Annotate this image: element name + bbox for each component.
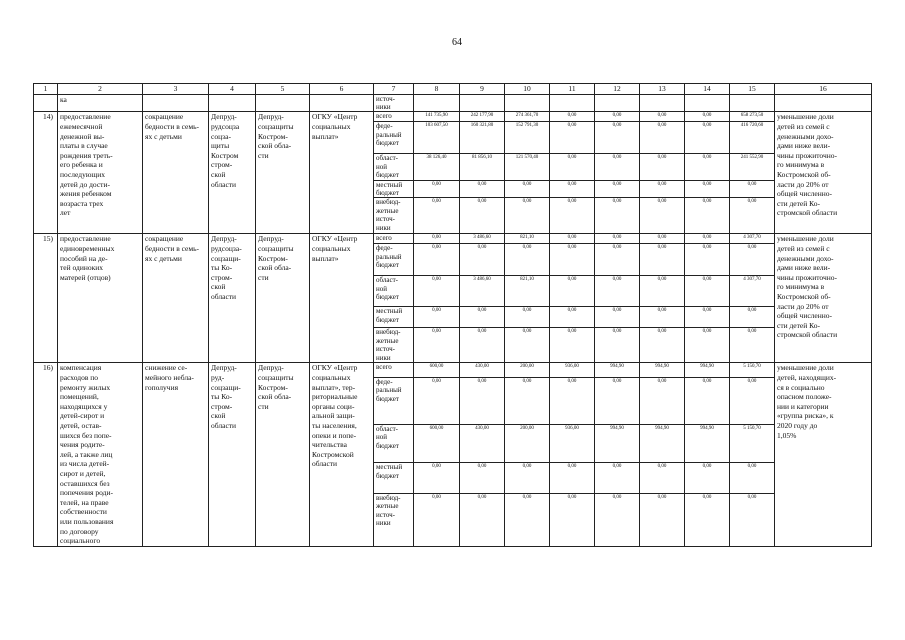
funding-amount: 0,00	[550, 276, 595, 307]
column-number-6: 6	[310, 84, 374, 95]
continuation-source-text: источ- ники	[374, 94, 414, 112]
continuation-cell	[143, 94, 209, 112]
funding-amount: 0,00	[550, 154, 595, 180]
continuation-cell	[685, 94, 730, 112]
funding-amount: 0,00	[414, 378, 460, 425]
funding-source: феде- ральный бюджет	[374, 122, 414, 154]
funding-amount: 0,00	[640, 328, 685, 363]
funding-amount: 4 307,70	[730, 276, 775, 307]
responsible-executor: Депруд- рудсоцза соцза- щиты Костром стром- ской области	[209, 112, 256, 234]
funding-amount: 0,00	[505, 463, 550, 494]
funding-amount: 0,00	[414, 307, 460, 328]
funding-amount: 0,00	[460, 463, 505, 494]
funding-amount: 0,00	[595, 122, 640, 154]
funding-amount: 0,00	[550, 112, 595, 122]
funding-amount: 242 177,90	[460, 112, 505, 122]
co-executor: Депруд- соцзащиты Костром- ской обла- сти	[256, 234, 310, 363]
funding-source: област- ной бюджет	[374, 276, 414, 307]
funding-amount: 0,00	[414, 234, 460, 244]
continuation-cell	[640, 94, 685, 112]
funding-amount: 0,00	[640, 244, 685, 276]
funding-source: внебюд- жетные источ- ники	[374, 494, 414, 547]
funding-amount: 274 361,70	[505, 112, 550, 122]
expected-result: уменьшение доли детей из семей с денежными дохо- дами ниже вели- чины прожиточно- го минимума в Костромской об- ласти до 20% от общей численно- сти детей Ко- стромской области	[775, 234, 872, 363]
funding-amount: 0,00	[595, 328, 640, 363]
continuation-cell	[730, 94, 775, 112]
funding-amount: 241 552,90	[730, 154, 775, 180]
funding-amount: 0,00	[640, 307, 685, 328]
funding-amount: 0,00	[730, 244, 775, 276]
funding-amount: 38 126,40	[414, 154, 460, 180]
funding-amount: 0,00	[550, 378, 595, 425]
funding-amount: 0,00	[550, 494, 595, 547]
funding-amount: 0,00	[550, 122, 595, 154]
funding-amount: 0,00	[460, 307, 505, 328]
funding-amount: 0,00	[685, 198, 730, 234]
funding-amount: 0,00	[730, 463, 775, 494]
funding-amount: 0,00	[414, 276, 460, 307]
continuation-cell	[414, 94, 460, 112]
participant: ОГКУ «Центр социальных выплат»	[310, 112, 374, 234]
participant: ОГКУ «Центр социальных выплат»	[310, 234, 374, 363]
funding-source: област- ной бюджет	[374, 424, 414, 462]
funding-amount: 0,00	[685, 154, 730, 180]
funding-amount: 152 791,30	[505, 122, 550, 154]
funding-amount: 0,00	[550, 198, 595, 234]
funding-source: местный бюджет	[374, 463, 414, 494]
continuation-cell	[34, 94, 58, 112]
funding-source: феде- ральный бюджет	[374, 378, 414, 425]
funding-amount: 0,00	[730, 494, 775, 547]
continuation-cell	[209, 94, 256, 112]
header-row	[34, 84, 872, 95]
expected-result: уменьшение доли детей, находящих- ся в социально опасном положе- нии и категории «группа риска», к 2020 году до 1,05%	[775, 363, 872, 546]
funding-amount: 160 321,80	[460, 122, 505, 154]
funding-amount: 0,00	[595, 234, 640, 244]
funding-amount: 200,00	[505, 424, 550, 462]
funding-amount: 0,00	[460, 180, 505, 198]
column-number-5: 5	[256, 84, 310, 95]
activity-goal: снижение се- мейного небла- гополучия	[143, 363, 209, 546]
funding-amount: 200,00	[505, 363, 550, 378]
program-activities-table	[33, 83, 872, 547]
column-number-10: 10	[505, 84, 550, 95]
funding-amount: 0,00	[640, 112, 685, 122]
funding-amount: 121 570,40	[505, 154, 550, 180]
funding-amount: 0,00	[414, 328, 460, 363]
funding-amount: 0,00	[550, 328, 595, 363]
funding-amount: 600,00	[414, 424, 460, 462]
funding-amount: 994,90	[685, 363, 730, 378]
funding-amount: 0,00	[595, 463, 640, 494]
funding-amount: 0,00	[640, 463, 685, 494]
funding-amount: 0,00	[640, 122, 685, 154]
funding-amount: 0,00	[550, 234, 595, 244]
column-number-2: 2	[58, 84, 143, 95]
column-number-13: 13	[640, 84, 685, 95]
column-number-12: 12	[595, 84, 640, 95]
co-executor: Депруд- соцзащиты Костром- ской обла- сти	[256, 112, 310, 234]
continuation-cell	[775, 94, 872, 112]
row-number: 16)	[34, 363, 58, 546]
funding-amount: 0,00	[640, 180, 685, 198]
funding-source: всего	[374, 234, 414, 244]
continuation-cell	[550, 94, 595, 112]
funding-amount: 0,00	[550, 463, 595, 494]
funding-source: местный бюджет	[374, 180, 414, 198]
funding-amount: 0,00	[550, 180, 595, 198]
funding-amount: 0,00	[685, 244, 730, 276]
funding-source: внебюд- жетные источ- ники	[374, 198, 414, 234]
funding-amount: 0,00	[685, 378, 730, 425]
column-number-11: 11	[550, 84, 595, 95]
funding-amount: 0,00	[460, 244, 505, 276]
funding-amount: 0,00	[414, 244, 460, 276]
funding-amount: 0,00	[685, 494, 730, 547]
funding-amount: 0,00	[640, 494, 685, 547]
funding-amount: 0,00	[595, 494, 640, 547]
funding-source: местный бюджет	[374, 307, 414, 328]
funding-amount: 0,00	[550, 244, 595, 276]
activity-name: предоставление ежемесячной денежной вы- платы в случае рождения треть- его ребенка и последующих детей до дости- жения ребенком возраста трех лет	[58, 112, 143, 234]
page-number: 64	[452, 37, 462, 48]
funding-amount: 0,00	[685, 122, 730, 154]
funding-amount: 658 273,50	[730, 112, 775, 122]
funding-amount: 0,00	[685, 180, 730, 198]
funding-amount: 0,00	[595, 378, 640, 425]
funding-source: феде- ральный бюджет	[374, 244, 414, 276]
funding-amount: 0,00	[685, 463, 730, 494]
funding-amount: 0,00	[505, 198, 550, 234]
funding-amount: 0,00	[730, 198, 775, 234]
funding-amount: 103 607,50	[414, 122, 460, 154]
activity-name: предоставление единовременных пособий на де- тей одиноких матерей (отцов)	[58, 234, 143, 363]
funding-amount: 0,00	[640, 276, 685, 307]
continuation-cell	[595, 94, 640, 112]
activity-row-line	[34, 234, 872, 244]
column-number-3: 3	[143, 84, 209, 95]
funding-amount: 416 720,60	[730, 122, 775, 154]
continuation-cell	[256, 94, 310, 112]
funding-amount: 0,00	[685, 328, 730, 363]
funding-amount: 0,00	[595, 180, 640, 198]
funding-amount: 0,00	[505, 328, 550, 363]
funding-amount: 430,00	[460, 363, 505, 378]
funding-amount: 600,00	[414, 363, 460, 378]
funding-amount: 0,00	[505, 378, 550, 425]
continuation-activity-text: ка	[58, 94, 143, 112]
continuation-cell	[460, 94, 505, 112]
responsible-executor: Депруд- руд- соцзащи- ты Ко- стром- ской области	[209, 363, 256, 546]
column-number-4: 4	[209, 84, 256, 95]
funding-amount: 0,00	[414, 494, 460, 547]
funding-source: внебюд- жетные источ- ники	[374, 328, 414, 363]
funding-amount: 0,00	[460, 198, 505, 234]
funding-amount: 81 856,10	[460, 154, 505, 180]
funding-amount: 0,00	[595, 307, 640, 328]
activity-row-line	[34, 112, 872, 122]
expected-result: уменьшение доли детей из семей с денежными дохо- дами ниже вели- чины прожиточно- го минимума в Костромской об- ласти до 20% от общей численно- сти детей Ко- стромской области	[775, 112, 872, 234]
column-number-7: 7	[374, 84, 414, 95]
funding-amount: 0,00	[414, 180, 460, 198]
funding-amount: 994,90	[685, 424, 730, 462]
funding-amount: 0,00	[460, 328, 505, 363]
funding-amount: 936,00	[550, 424, 595, 462]
funding-amount: 141 735,90	[414, 112, 460, 122]
funding-amount: 994,90	[640, 363, 685, 378]
funding-amount: 0,00	[505, 244, 550, 276]
funding-amount: 994,90	[595, 424, 640, 462]
co-executor: Депруд- соцзащиты Костром- ской обла- сти	[256, 363, 310, 546]
funding-amount: 994,90	[640, 424, 685, 462]
continuation-row	[34, 94, 872, 112]
funding-amount: 0,00	[595, 112, 640, 122]
funding-source: всего	[374, 112, 414, 122]
column-number-15: 15	[730, 84, 775, 95]
row-number: 14)	[34, 112, 58, 234]
funding-amount: 0,00	[730, 378, 775, 425]
funding-amount: 0,00	[730, 307, 775, 328]
funding-amount: 0,00	[685, 234, 730, 244]
activity-goal: сокращение бедности в семь- ях с детьми	[143, 234, 209, 363]
row-number: 15)	[34, 234, 58, 363]
funding-source: област- ной бюджет	[374, 154, 414, 180]
participant: ОГКУ «Центр социальных выплат», тер- риториальные органы соци- альной защи- ты населения, опеки и попе- чительства Костромской области	[310, 363, 374, 546]
funding-source: всего	[374, 363, 414, 378]
funding-amount: 0,00	[460, 378, 505, 425]
funding-amount: 0,00	[550, 307, 595, 328]
funding-amount: 4 307,70	[730, 234, 775, 244]
column-number-14: 14	[685, 84, 730, 95]
table-body	[34, 84, 872, 547]
funding-amount: 0,00	[685, 307, 730, 328]
funding-amount: 0,00	[595, 154, 640, 180]
funding-amount: 0,00	[685, 276, 730, 307]
funding-amount: 0,00	[505, 307, 550, 328]
funding-amount: 3 486,60	[460, 276, 505, 307]
activity-goal: сокращение бедности в семь- ях с детьми	[143, 112, 209, 234]
funding-amount: 0,00	[685, 112, 730, 122]
funding-amount: 5 150,70	[730, 363, 775, 378]
funding-amount: 0,00	[595, 244, 640, 276]
funding-amount: 5 150,70	[730, 424, 775, 462]
funding-amount: 821,10	[505, 276, 550, 307]
funding-amount: 0,00	[640, 378, 685, 425]
column-number-8: 8	[414, 84, 460, 95]
continuation-cell	[310, 94, 374, 112]
funding-amount: 821,10	[505, 234, 550, 244]
funding-amount: 0,00	[640, 234, 685, 244]
funding-amount: 0,00	[460, 494, 505, 547]
funding-amount: 0,00	[730, 328, 775, 363]
column-number-1: 1	[34, 84, 58, 95]
funding-amount: 0,00	[595, 276, 640, 307]
funding-amount: 430,00	[460, 424, 505, 462]
column-number-16: 16	[775, 84, 872, 95]
activity-row-line	[34, 363, 872, 378]
funding-amount: 0,00	[414, 198, 460, 234]
funding-amount: 3 486,60	[460, 234, 505, 244]
funding-amount: 0,00	[414, 463, 460, 494]
responsible-executor: Депруд- рудсоцза- соцзащи- ты Ко- стром- ской области	[209, 234, 256, 363]
funding-amount: 0,00	[595, 198, 640, 234]
activity-name: компенсация расходов по ремонту жилых помещений, находящихся у детей-сирот и детей, остав- шихся без попе- чения родите- лей, а также лиц из числа детей- сирот и детей, оставшихся без попечения роди- телей, на праве собственности или пользования по договору социального	[58, 363, 143, 546]
column-number-9: 9	[460, 84, 505, 95]
funding-amount: 936,00	[550, 363, 595, 378]
funding-amount: 0,00	[505, 494, 550, 547]
continuation-cell	[505, 94, 550, 112]
funding-amount: 0,00	[640, 198, 685, 234]
funding-amount: 0,00	[640, 154, 685, 180]
funding-amount: 994,90	[595, 363, 640, 378]
funding-amount: 0,00	[505, 180, 550, 198]
funding-amount: 0,00	[730, 180, 775, 198]
